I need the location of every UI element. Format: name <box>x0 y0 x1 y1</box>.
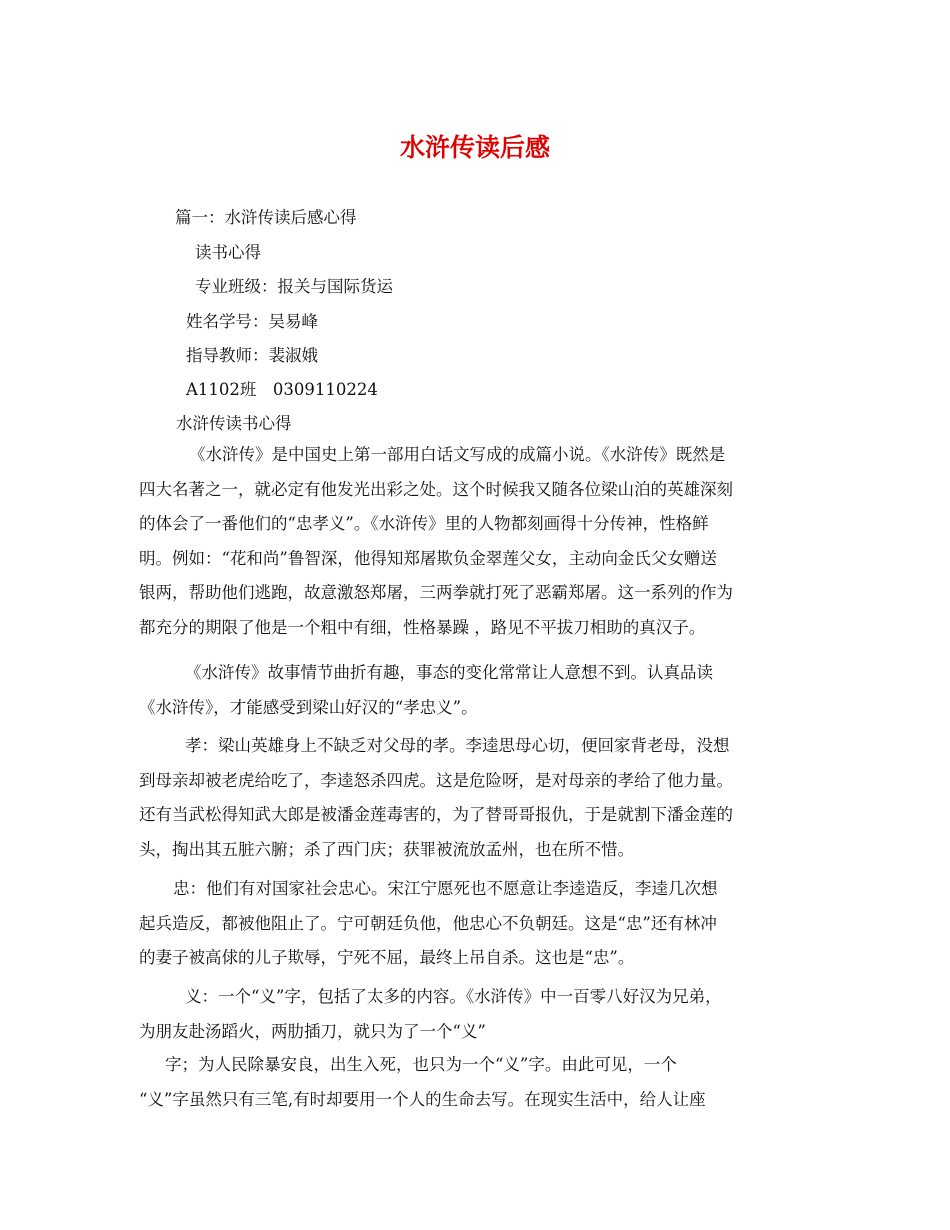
header-line-name-id: 姓名学号：吴易峰 <box>186 312 318 331</box>
paragraph-line: 义：一个“义”字，包括了太多的内容。《水浒传》中一百零八好汉为兄弟， <box>185 987 722 1006</box>
section-heading: 篇一：水浒传读后感心得 <box>175 208 357 227</box>
header-line-subtitle: 水浒传读书心得 <box>176 414 292 433</box>
paragraph-line: 的妻子被高俅的儿子欺辱，宁死不屈，最终上吊自杀。这也是“忠”。 <box>139 948 635 967</box>
paragraph-line: 孝：梁山英雄身上不缺乏对父母的孝。李逵思母心切，便回家背老母，没想 <box>185 736 730 755</box>
header-line-teacher: 指导教师：裴淑娥 <box>186 346 318 365</box>
paragraph-line: 都充分的期限了他是一个粗中有细，性格暴躁 ，路见不平拔刀相助的真汉子。 <box>139 617 706 637</box>
paragraph-intro <box>139 438 811 645</box>
header-line-class-number: A1102班 0309110224 <box>186 380 378 399</box>
paragraph-line: 的体会了一番他们的“忠孝义”。《水浒传》里的人物都刻画得十分传神，性格鲜 <box>139 514 709 533</box>
paragraph-line: 忠：他们有对国家社会忠心。宋江宁愿死也不愿意让李逵造反，李逵几次想 <box>173 879 718 898</box>
paragraph-line: 字；为人民除暴安良，出生入死，也只为一个“义”字。由此可见，一个 <box>165 1055 677 1074</box>
paragraph-line: 还有当武松得知武大郎是被潘金莲毒害的，为了替哥哥报仇，于是就割下潘金莲的 <box>139 805 733 824</box>
header-line-reading-notes: 读书心得 <box>195 243 261 262</box>
header-line-major-class: 专业班级：报关与国际货运 <box>195 277 393 296</box>
document-title: 水浒传读后感 <box>399 133 550 162</box>
paragraph-line: 《水浒传》，才能感受到梁山好汉的“孝忠义”。 <box>139 697 478 717</box>
paragraph-line: “义”字虽然只有三笔,有时却要用一个人的生命去写。在现实生活中，给人让座 <box>139 1089 706 1109</box>
paragraph-line: 为朋友赴汤蹈火，两肋插刀，就只为了一个“义” <box>139 1021 486 1041</box>
paragraph-line: 《水浒传》故事情节曲折有趣，事态的变化常常让人意想不到。认真品读 <box>185 663 713 682</box>
paragraph-line: 头，掏出其五脏六腑；杀了西门庆；获罪被流放孟州，也在所不惜。 <box>139 839 634 859</box>
paragraph-loyalty <box>139 872 811 976</box>
paragraph-righteousness <box>139 980 811 1049</box>
paragraph-filial-piety <box>139 729 811 867</box>
paragraph-line: 《水浒传》是中国史上第一部用白话文写成的成篇小说。《水浒传》既然是 <box>189 445 726 464</box>
paragraph-line: 银两，帮助他们逃跑，故意激怒郑屠，三两拳就打死了恶霸郑屠。这一系列的作为 <box>139 583 733 602</box>
paragraph-line: 到母亲却被老虎给吃了，李逵怒杀四虎。这是危险呀，是对母亲的孝给了他力量。 <box>139 770 733 790</box>
paragraph-line: 四大名著之一，就必定有他发光出彩之处。这个时候我又随各位梁山泊的英雄深刻 <box>139 479 733 499</box>
paragraph-line: 明。例如：“花和尚”鲁智深，他得知郑屠欺负金翠莲父女，主动向金氏父女赠送 <box>139 548 717 568</box>
paragraph-plot <box>139 656 811 725</box>
paragraph-righteousness-continued <box>139 1048 811 1117</box>
paragraph-line: 起兵造反，都被他阻止了。宁可朝廷负他，他忠心不负朝廷。这是“忠”还有林冲 <box>139 913 717 933</box>
